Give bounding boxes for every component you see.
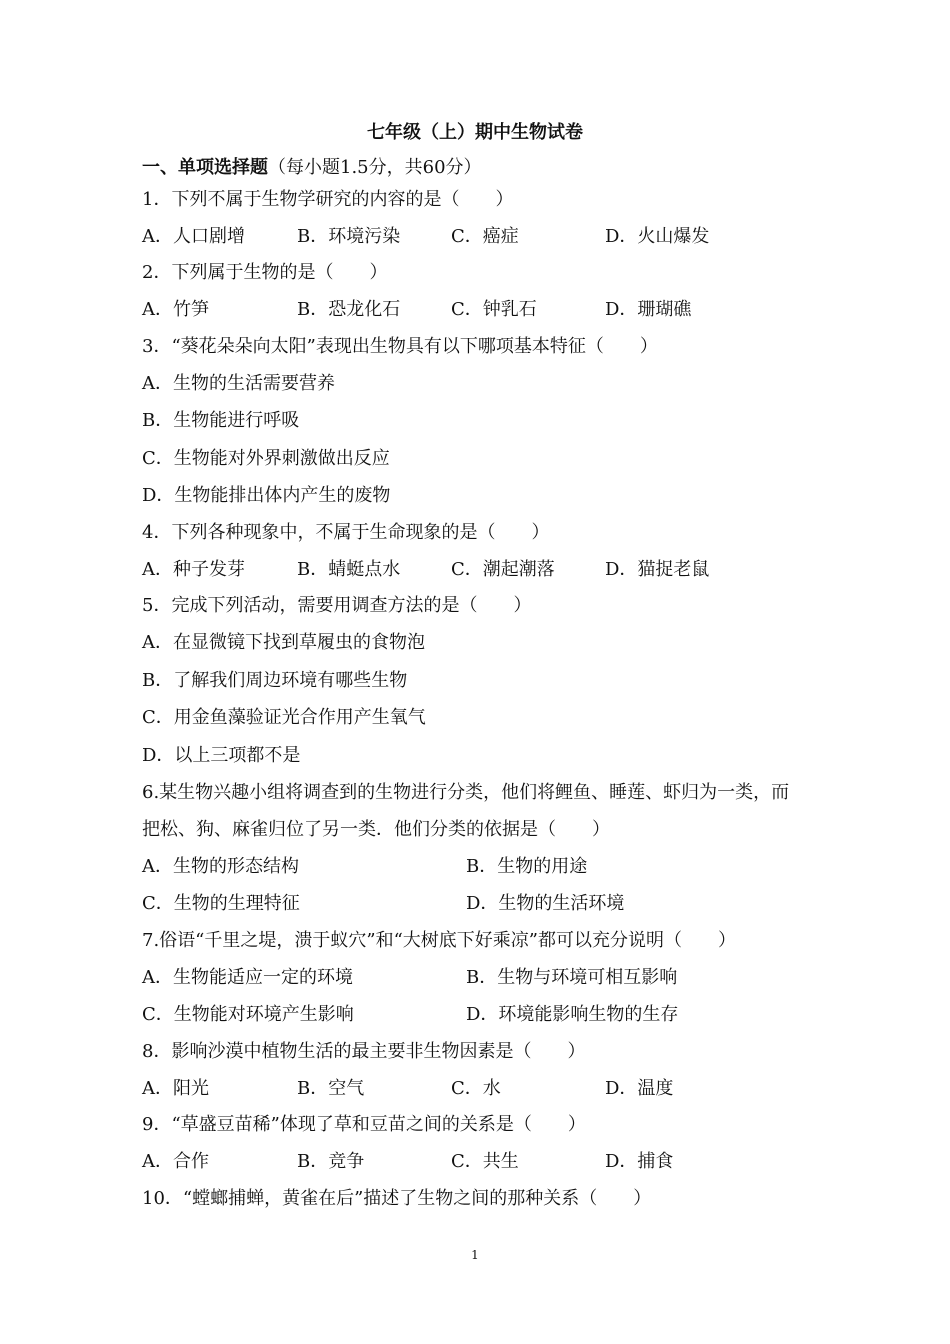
section-note: （每小题1.5分，共60分） [268,157,482,178]
q8-option-d: D．温度 [605,1078,674,1099]
q8-option-b: B．空气 [297,1078,365,1099]
q7-option-c: C．生物能对环境产生影响 [142,1004,354,1025]
question-2-stem: 2．下列属于生物的是（ ） [142,262,388,283]
question-6-stem-line-1: 6.某生物兴趣小组将调查到的生物进行分类，他们将鲤鱼、睡莲、虾归为一类，而 [142,782,790,803]
q3-option-a: A．生物的生活需要营养 [142,373,335,394]
q4-option-c: C．潮起潮落 [451,559,555,580]
q4-option-b: B．蜻蜓点水 [297,559,401,580]
q2-option-c: C．钟乳石 [451,299,537,320]
question-3-stem: 3．“葵花朵朵向太阳”表现出生物具有以下哪项基本特征（ ） [142,336,658,357]
q5-option-d: D．以上三项都不是 [142,745,301,766]
q3-option-c: C．生物能对外界刺激做出反应 [142,448,390,469]
q5-option-b: B．了解我们周边环境有哪些生物 [142,670,408,691]
q7-option-d: D．环境能影响生物的生存 [466,1004,679,1025]
question-10-stem: 10．“螳螂捕蝉，黄雀在后”描述了生物之间的那种关系（ ） [142,1188,652,1209]
q4-option-d: D．猫捉老鼠 [605,559,710,580]
q4-option-a: A．种子发芽 [142,559,245,580]
q9-option-c: C．共生 [451,1151,519,1172]
q9-option-a: A．合作 [142,1151,209,1172]
question-1-stem: 1．下列不属于生物学研究的内容的是（ ） [142,189,514,210]
question-9-stem: 9．“草盛豆苗稀”体现了草和豆苗之间的关系是（ ） [142,1114,586,1135]
section-heading [142,153,482,179]
q2-option-a: A．竹笋 [142,299,209,320]
question-5-stem: 5．完成下列活动，需要用调查方法的是（ ） [142,595,532,616]
q2-option-b: B．恐龙化石 [297,299,401,320]
q9-option-d: D．捕食 [605,1151,674,1172]
q8-option-c: C．水 [451,1078,501,1099]
question-4-stem: 4．下列各种现象中，不属于生命现象的是（ ） [142,522,550,543]
question-6-stem-line-2: 把松、狗、麻雀归位了另一类．他们分类的依据是（ ） [142,819,610,840]
page-number: 1 [471,1248,479,1262]
q2-option-d: D．珊瑚礁 [605,299,692,320]
q5-option-c: C．用金鱼藻验证光合作用产生氧气 [142,707,426,728]
q9-option-b: B．竞争 [297,1151,365,1172]
q3-option-d: D．生物能排出体内产生的废物 [142,485,391,506]
q1-option-b: B．环境污染 [297,226,401,247]
q3-option-b: B．生物能进行呼吸 [142,410,300,431]
q5-option-a: A．在显微镜下找到草履虫的食物泡 [142,632,425,653]
question-8-stem: 8．影响沙漠中植物生活的最主要非生物因素是（ ） [142,1041,586,1062]
exam-title: 七年级（上）期中生物试卷 [367,122,583,143]
section-label: 一、单项选择题 [142,157,268,178]
q1-option-c: C．癌症 [451,226,519,247]
q6-option-b: B．生物的用途 [466,856,588,877]
q8-option-a: A．阳光 [142,1078,209,1099]
q7-option-a: A．生物能适应一定的环境 [142,967,353,988]
question-7-stem: 7.俗语“千里之堤，溃于蚁穴”和“大树底下好乘凉”都可以充分说明（ ） [142,930,736,951]
q6-option-d: D．生物的生活环境 [466,893,625,914]
q6-option-a: A．生物的形态结构 [142,856,299,877]
q6-option-c: C．生物的生理特征 [142,893,300,914]
q7-option-b: B．生物与环境可相互影响 [466,967,678,988]
q1-option-d: D．火山爆发 [605,226,710,247]
q1-option-a: A．人口剧增 [142,226,245,247]
